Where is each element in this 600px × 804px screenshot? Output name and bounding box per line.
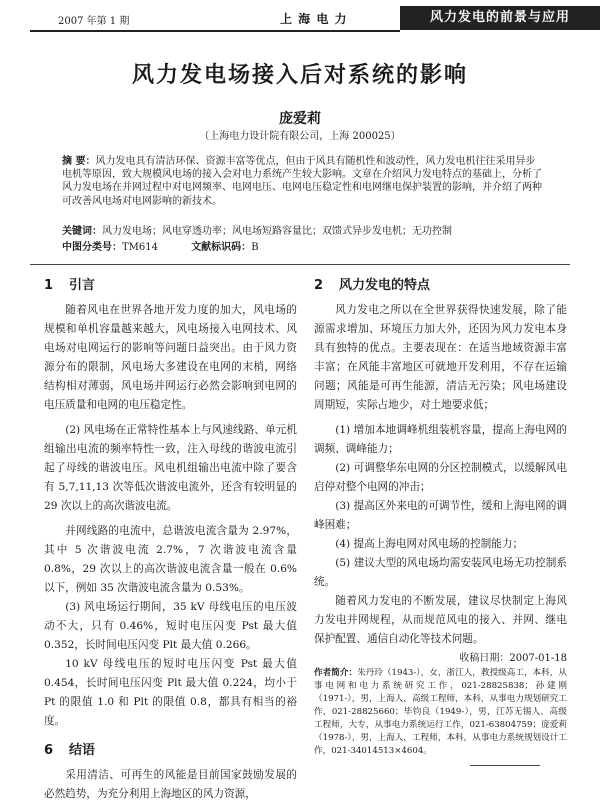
paragraph: 风力发电之所以在全世界获得快速发展，除了能源需求增加、环境压力加大外，还因为风力发电本身具有独特的优点。主要表现在：在适当地域资源丰富丰富；在风能丰富地区可就地开发利用，不存在运输问题；风能是可再生能源，清洁无污染；风电场建设周期短，实际占地少，对土地要求低；	[314, 304, 567, 411]
list-item: (3) 提高区外来电的可调节性，缓和上海电网的调峰困难；	[314, 500, 567, 531]
section-2-number: 2	[314, 278, 324, 293]
paragraph: 采用清洁、可再生的风能是目前国家鼓励发展的必然趋势，为充分利用上海地区的风力资源，	[44, 769, 297, 800]
classification	[62, 238, 542, 253]
issue-label: 2007 年第 1 期	[58, 16, 130, 27]
left-column	[44, 272, 297, 804]
journal-name: 上 海 电 力	[280, 12, 348, 26]
paragraph: (2) 风电场在正常特性基本上与风速线路、单元机组输出电流的频率特性一致，注入母线的谐波电流引起了母线的谐波电压。风电机组输出电流中除了要含有 5,7,11,13 次等低次谐波电流外，还含有较明显的 29 次以上的高次谐波电流。	[44, 424, 297, 512]
abstract-label: 摘 要：	[62, 156, 96, 167]
header-rule	[30, 30, 400, 32]
keywords-label: 关键词：	[62, 226, 102, 237]
paragraph: 随着风力发电的不断发展，建议尽快制定上海风力发电并网规程，从而规范风电的接入、并网、继电保护配置、通信自动化等技术问题。	[314, 595, 567, 645]
section-1-number: 1	[44, 278, 54, 293]
author-bio	[314, 667, 567, 758]
abstract-text: 风力发电具有清洁环保、资源丰富等优点，但由于风具有随机性和波动性，风力发电机往往采用异步电机等原因，致大规模风电场的接入会对电力系统产生较大影响。文章在介绍风力发电特点的基础上，分析了风力发电场在并网过程中对电网频率、电网电压、电网电压稳定性和电网继电保护装置的影响，并介绍了两种可改善风电场对电网影响的新技术。	[62, 156, 542, 207]
running-header	[0, 6, 600, 30]
paragraph: (3) 风电场运行期间，35 kV 母线电压的电压波动不大，只有 0.46%，短时电压闪变 Pst 最大值 0.352，长时间电压闪变 Plt 最大值 0.266。	[44, 601, 297, 651]
doc-code-value: B	[251, 242, 259, 253]
section-6-number: 6	[44, 743, 54, 758]
keywords-text: 风力发电场；风电穿透功率；风电场短路容量比；双馈式异步发电机；无功控制	[102, 226, 452, 237]
paragraph: 10 kV 母线电压的短时电压闪变 Pst 最大值 0.454，长时间电压闪变 Plt 最大值 0.224，均小于 Pt 的限值 1.0 和 Plt 的限值 0.8，都具有相当的裕度。	[44, 658, 297, 727]
section-banner: 风力发电的前景与应用	[400, 6, 600, 30]
section-6-heading	[44, 741, 297, 760]
section-1-title: 引言	[69, 278, 96, 293]
keywords	[62, 222, 542, 237]
right-column	[314, 272, 567, 758]
section-2-title: 风力发电的特点	[339, 278, 431, 293]
clc-value: TM614	[122, 242, 158, 253]
abstract	[62, 155, 542, 208]
received-date: 收稿日期：2007-01-18	[459, 653, 567, 664]
clc-label: 中图分类号：	[62, 242, 122, 253]
list-item: (2) 可调整华东电网的分区控制模式，以缓解风电启停对整个电网的冲击；	[314, 462, 567, 493]
paragraph: 并网线路的电流中，总谐波电流含量为 2.97%，其中 5 次谐波电流 2.7%，7 次谐波电流含量 0.8%，29 次以上的高次谐波电流含量一般在 0.6% 以下，例如 35 次谐波电流含量为 0.53%。	[44, 525, 297, 594]
section-1-heading	[44, 276, 297, 295]
section-2-heading	[314, 276, 567, 295]
section-divider	[30, 264, 570, 265]
list-item: (5) 建议大型的风电场均需安装风电场无功控制系统。	[314, 557, 567, 588]
bio-label: 作者简介：	[314, 668, 358, 678]
bio-text: 朱丹玲（1943-），女，浙江人，教授级高工，本科，从事电网和电力系统研究工作，021-28825838；孙建刚（1971-），男，上海人，高级工程师，本科，从事电力规划研究工作，021-28825660；毕钧良（1949-），男，江苏无锡人，高级工程师，大专，从事电力系统运行工作，021-63804759；庞爱莉（1978-），男，上海人，工程师，本科，从事电力系统规划设计工作，021-34014513×4604。	[314, 668, 567, 756]
author-affiliation: （上海电力设计院有限公司，上海 200025）	[199, 131, 401, 142]
list-item: (4) 提高上海电网对风电场的控制能力；	[335, 538, 524, 550]
author-name: 庞爱莉	[279, 111, 321, 127]
section-6-title: 结语	[69, 743, 96, 758]
footer-rule	[470, 765, 540, 766]
paragraph: 随着风电在世界各地开发力度的加大，风电场的规模和单机容量越来越大，风电场接入电网技术、风电场对电网运行的影响等问题日益突出。由于风力资源分布的限制，风电场大多建设在电网的末梢，网络结构相对薄弱，风电场并网运行必然会影响到电网的电压质量和电网的电压稳定性。	[44, 304, 297, 411]
list-item: (1) 增加本地调峰机组装机容量，提高上海电网的调频、调峰能力；	[314, 424, 567, 455]
doc-code-label: 文献标识码：	[191, 242, 252, 253]
article-title: 风力发电场接入后对系统的影响	[131, 63, 468, 88]
